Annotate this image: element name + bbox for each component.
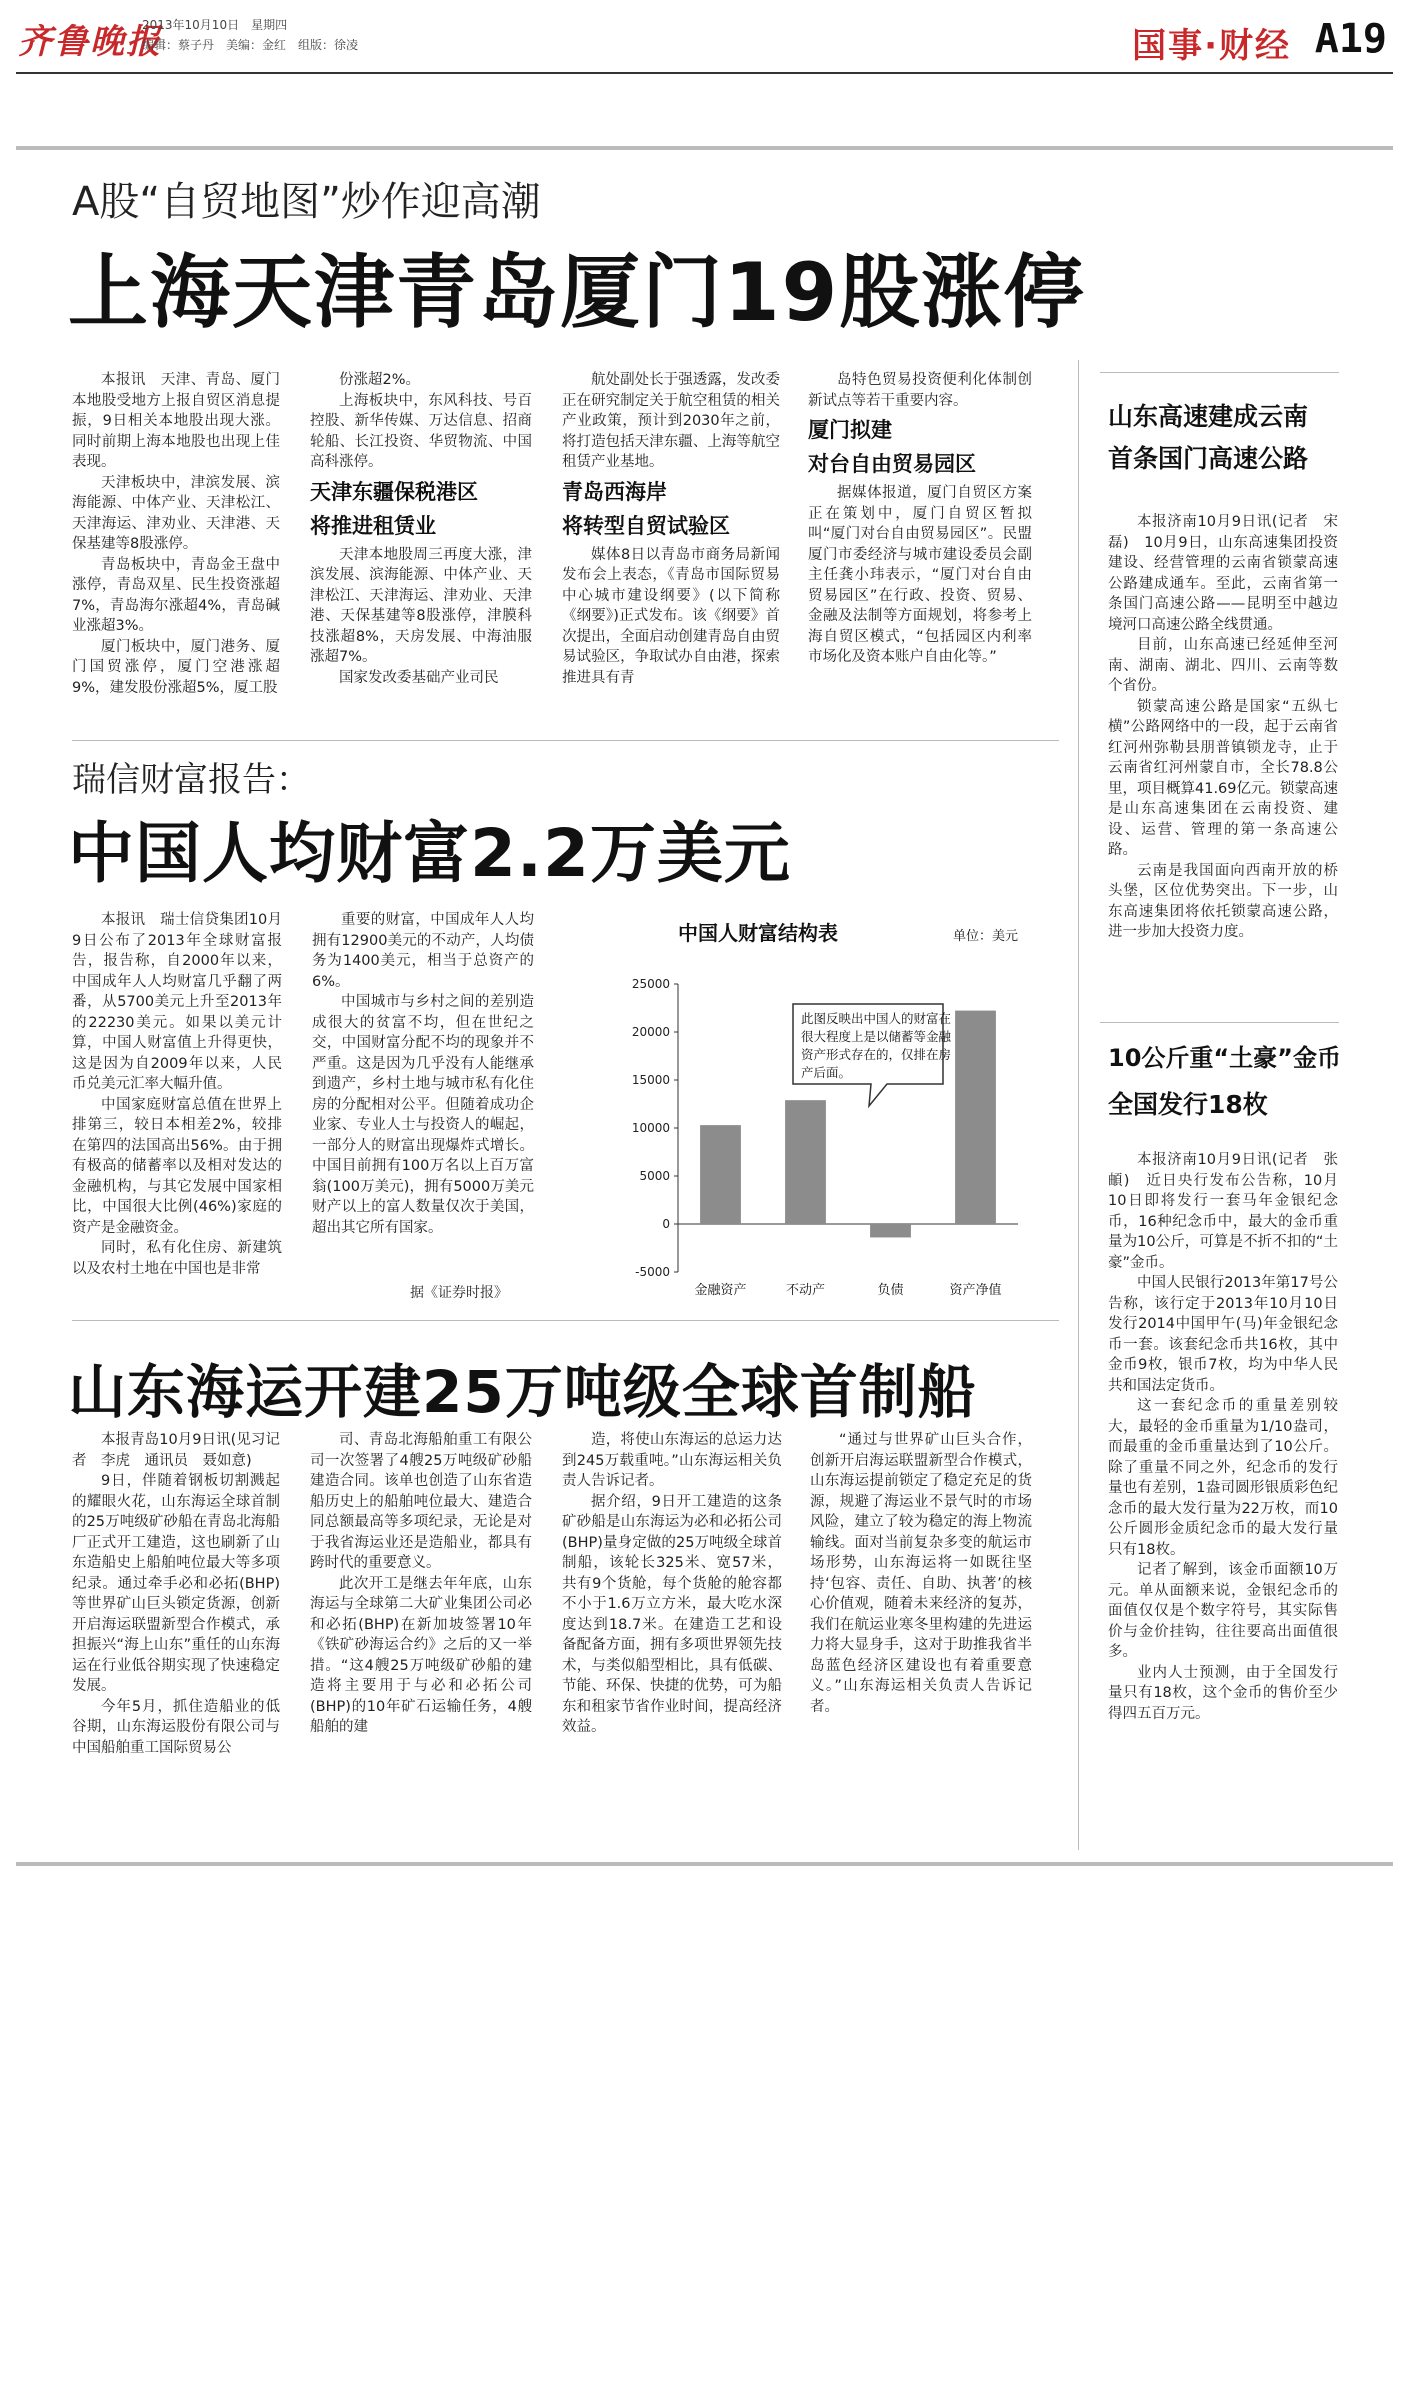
paragraph: 据媒体报道，厦门自贸区方案正在策划中，厦门自贸区暂拟叫“厦门对台自由贸易园区”。民盟厦门市委经济与城市建设委员会副主任龚小玮表示，“厦门对台自由贸易园区”在行政、投资、贸易、金融及法制等方面规划，将参考上海自贸区模式，“包括园区内利率市场化及资本账户自由化等。” [808, 485, 1032, 665]
story1-column-3 [562, 370, 780, 700]
paragraph: 重要的财富，中国成年人人均拥有12900美元的不动产，人均债务为1400美元，相当于总资产的6%。 [312, 912, 534, 990]
story2-source: 据《证券时报》 [410, 1285, 508, 1301]
paragraph: 中国人民银行2013年第17号公告称，该行定于2013年10月10日发行2014中国甲午(马)年金银纪念币一套。该套纪念币共16枚，其中金币9枚，银币7枚，均为中华人民共和国法定货币。 [1108, 1275, 1338, 1394]
paragraph: 云南是我国面向西南开放的桥头堡，区位优势突出。下一步，山东高速集团将依托锁蒙高速公路，进一步加大投资力度。 [1108, 862, 1338, 940]
bar-1 [700, 1125, 741, 1224]
paragraph: 本报讯 天津、青岛、厦门本地股受地方上报自贸区消息提振，9日相关本地股出现大涨。同时前期上海本地股也出现上佳表现。 [72, 372, 280, 470]
annotation-text: 产后面。 [801, 1065, 852, 1080]
story3-column-4 [810, 1430, 1032, 1820]
paragraph: 本报济南10月9日讯(记者 张頔) 近日央行发布公告称，10月10日即将发行一套马年金银纪念币，16种纪念币中，最大的金币重量为10公斤，可算是不折不扣的“土豪”金币。 [1108, 1152, 1338, 1271]
paragraph: 天津板块中，津滨发展、滨海能源、中体产业、天津松江、天津海运、津劝业、天津港、天保基建等8股涨停。 [72, 474, 280, 552]
paragraph: 同时，私有化住房、新建筑以及农村土地在中国也是非常 [72, 1240, 282, 1277]
paragraph: 本报讯 瑞士信贷集团10月9日公布了2013年全球财富报告，报告称，自2000年以来，中国成年人人均财富几乎翻了两番，从5700美元上升至2013年的22230美元。如果以美元计算，中国人财富值上升得更快，这是因为自2009年以来，人民币兑美元汇率大幅升值。 [72, 912, 282, 1092]
subheading: 厦门拟建 [808, 418, 892, 442]
masthead-rule [16, 72, 1393, 74]
sidebar-divider [1078, 360, 1079, 1850]
y-tick-label: 10000 [631, 1121, 670, 1135]
side2-title-line2: 全国发行18枚 [1108, 1090, 1268, 1119]
story1-column-4 [808, 370, 1032, 700]
annotation-text: 资产形式存在的，仅排在房 [801, 1047, 952, 1062]
side2-body [1108, 1150, 1338, 1820]
subheading: 将转型自贸试验区 [562, 513, 730, 538]
staff-credits: 编辑：蔡子丹 美编：金红 组版：徐凌 [142, 38, 359, 52]
paragraph: 媒体8日以青岛市商务局新闻发布会上表态，《青岛市国际贸易中心城市建设纲要》(以下简称《纲要》)正式发布。该《纲要》首次提出，全面启动创建青岛自由贸易试验区，争取试办自由港，探索推进具有青 [562, 546, 780, 686]
y-tick-label: 15000 [631, 1073, 670, 1087]
bottom-divider [16, 1862, 1393, 1866]
y-tick-label: 5000 [639, 1169, 670, 1183]
subheading: 天津东疆保税港区 [310, 479, 478, 504]
chart-canvas [578, 912, 1033, 1307]
story3-column-1 [72, 1430, 280, 1820]
paragraph: 记者了解到，该金币面额10万元。单从面额来说，金银纪念币的面值仅仅是个数字符号，其实际售价与金价挂钩，往往要高出面值很多。 [1108, 1562, 1338, 1660]
side2-title-line1: 10公斤重“土豪”金币 [1108, 1044, 1341, 1072]
story1-headline: 上海天津青岛厦门19股涨停 [68, 246, 1086, 339]
paragraph: 份涨超2%。 [339, 372, 421, 388]
subheading: 青岛西海岸 [562, 479, 667, 504]
subheading: 对台自由贸易园区 [808, 452, 976, 476]
story-divider [72, 1320, 1059, 1321]
sidebar-rule [1100, 1022, 1339, 1023]
newspaper-logo: 齐鲁晚报 [18, 22, 162, 62]
bar-3 [870, 1224, 911, 1237]
section-divider [16, 146, 1393, 150]
paragraph: 中国家庭财富总值在世界上排第三，较日本相差2%，较排在第四的法国高出56%。由于拥有极高的储蓄率以及相对发达的金融机构，与其它发展中国家相比，中国很大比例(46%)家庭的资产是金融资金。 [72, 1096, 282, 1236]
y-tick-label: -5000 [635, 1265, 670, 1279]
story2-headline: 中国人均财富2.2万美元 [68, 815, 791, 892]
annotation-text: 很大程度上是以储蓄等金融 [801, 1029, 952, 1044]
paragraph: 本报青岛10月9日讯(见习记者 李虎 通讯员 聂如意) [72, 1432, 280, 1469]
paragraph: 中国城市与乡村之间的差别造成很大的贫富不均，但在世纪之交，中国财富分配不均的现象并不严重。这是因为几乎没有人能继承到遗产，乡村土地与城市私有化住房的分配相对公平。但随着成功企业家、专业人士与投资人的崛起，一部分人的财富出现爆炸式增长。中国目前拥有100万名以上百万富翁(100万美元)，拥有5000万美元财产以上的富人数量仅次于美国，超出其它所有国家。 [312, 994, 534, 1236]
story2-kicker: 瑞信财富报告： [72, 760, 310, 800]
side1-title-line2: 首条国门高速公路 [1108, 444, 1309, 473]
wealth-chart [578, 912, 1033, 1307]
paragraph: 造，将使山东海运的总运力达到245万载重吨。”山东海运相关负责人告诉记者。 [562, 1432, 782, 1489]
story1-kicker: A股“自贸地图”炒作迎高潮 [72, 179, 541, 225]
story2-column-1 [72, 910, 282, 1300]
annotation-text: 此图反映出中国人的财富在 [801, 1011, 952, 1026]
x-tick-label: 负债 [877, 1283, 904, 1298]
story3-column-2 [310, 1430, 532, 1820]
paragraph: 9日，伴随着钢板切割溅起的耀眼火花，山东海运全球首制的25万吨级矿砂船在青岛北海船厂正式开工建造，这也刷新了山东造船史上船舶吨位最大等多项纪录。通过牵手必和必拓(BHP)等世界矿山巨头锁定货源，创新开启海运联盟新型合作模式，承担振兴“海上山东”重任的山东海运在行业低谷期实现了快速稳定发展。 [72, 1473, 280, 1694]
paragraph: 据介绍，9日开工建造的这条矿砂船是山东海运为必和必拓公司(BHP)量身定做的25万吨级全球首制船，该轮长325米、宽57米，共有9个货舱，每个货舱的舱容都不小于1.6万立方米，最大吃水深度达到18.7米。在建造工艺和设备配备方面，拥有多项世界领先技术，与类似船型相比，具有低碳、节能、环保、快捷的优势，可为船东和租家节省作业时间，提高经济效益。 [562, 1493, 782, 1735]
y-tick-label: 20000 [631, 1025, 670, 1039]
paragraph: 今年5月，抓住造船业的低谷期，山东海运股份有限公司与中国船舶重工国际贸易公 [72, 1698, 280, 1756]
paragraph: 国家发改委基础产业司民 [339, 669, 499, 686]
paragraph: “通过与世界矿山巨头合作，创新开启海运联盟新型合作模式，山东海运提前锁定了稳定充足的货源，规避了海运业不景气时的市场风险，建立了较为稳定的海上物流输线。面对当前复杂多变的航运市场形势，山东海运将一如既往坚持‘包容、责任、自助、执著’的核心价值观，随着未来经济的复苏，我们在航运业寒冬里构建的先进运力将大显身手，这对于助推我省半岛蓝色经济区建设也有着重要意义。”山东海运相关负责人告诉记者。 [810, 1432, 1032, 1715]
paragraph: 业内人士预测，由于全国发行量只有18枚，这个金币的售价至少得四五百万元。 [1108, 1664, 1338, 1722]
paragraph: 锁蒙高速公路是国家“五纵七横”公路网络中的一段，起于云南省红河州弥勒县朋普镇锁龙寺，止于云南省红河州蒙自市，全长78.8公里，项目概算41.69亿元。锁蒙高速是山东高速集团在云南投资、建设、运营、管理的第一条高速公路。 [1108, 698, 1338, 858]
paragraph: 上海板块中，东风科技、号百控股、新华传媒、万达信息、招商轮船、长江投资、华贸物流、中国高科涨停。 [310, 392, 532, 470]
paragraph: 目前，山东高速已经延伸至河南、湖南、湖北、四川、云南等数个省份。 [1108, 637, 1338, 694]
page-number: A19 [1314, 16, 1387, 62]
paragraph: 天津本地股周三再度大涨，津滨发展、滨海能源、中体产业、天津松江、天津海运、津劝业、天津港、天保基建等8股涨停，津膜科技涨超8%，天房发展、中海油服涨超7%。 [310, 546, 532, 665]
paragraph: 这一套纪念币的重量差别较大，最轻的金币重量为1/10盎司，而最重的金币重量达到了10公斤。除了重量不同之外，纪念币的发行量也有差别，1盎司圆形银质彩色纪念币的最大发行量为22万枚，而10公斤圆形金质纪念币的最大发行量只有18枚。 [1108, 1398, 1338, 1558]
subheading: 将推进租赁业 [310, 513, 436, 538]
chart-title: 中国人财富结构表 [678, 921, 838, 945]
section-title: 国事·财经 [1132, 26, 1291, 66]
x-tick-label: 资产净值 [949, 1283, 1002, 1298]
issue-date: 2013年10月10日 星期四 [142, 18, 288, 32]
paragraph: 此次开工是继去年年底，山东海运与全球第二大矿业集团公司必和必拓(BHP)在新加坡签署10年《铁矿砂海运合约》之后的又一举措。“这4艘25万吨级矿砂船的建造将主要用于与必和必拓公司(BHP)的10年矿石运输任务，4艘船舶的建 [310, 1575, 532, 1735]
sidebar-rule [1100, 372, 1339, 373]
story3-headline: 山东海运开建25万吨级全球首制船 [68, 1358, 977, 1426]
story3-column-3 [562, 1430, 782, 1820]
bar-4 [955, 1011, 996, 1224]
y-tick-label: 25000 [631, 977, 670, 991]
paragraph: 本报济南10月9日讯(记者 宋磊) 10月9日，山东高速集团投资建设、经营管理的云南省锁蒙高速公路建成通车。至此，云南省第一条国门高速公路——昆明至中越边境河口高速公路全线贯通。 [1108, 514, 1338, 633]
story1-column-2 [310, 370, 532, 700]
chart-unit-label: 单位：美元 [952, 929, 1018, 944]
paragraph: 青岛板块中，青岛金王盘中涨停，青岛双星、民生投资涨超7%，青岛海尔涨超4%，青岛碱业涨超3%。 [72, 556, 280, 634]
bar-2 [785, 1100, 826, 1224]
side1-title-line1: 山东高速建成云南 [1108, 402, 1309, 431]
story2-column-2 [312, 910, 534, 1300]
y-tick-label: 0 [662, 1217, 670, 1231]
paragraph: 司、青岛北海船舶重工有限公司一次签署了4艘25万吨级矿砂船建造合同。该单也创造了山东省造船历史上的船舶吨位最大、建造合同总额最高等多项纪录，无论是对于我省海运业还是造船业，都具有跨时代的重要意义。 [310, 1432, 532, 1571]
x-tick-label: 金融资产 [694, 1283, 747, 1298]
story1-column-1 [72, 370, 280, 700]
x-tick-label: 不动产 [785, 1283, 826, 1298]
story-divider [72, 740, 1059, 741]
paragraph: 航处副处长于强透露，发改委正在研究制定关于航空租赁的相关产业政策，预计到2030年之前，将打造包括天津东疆、上海等航空租赁产业基地。 [562, 372, 780, 470]
paragraph: 岛特色贸易投资便利化体制创新试点等若干重要内容。 [808, 372, 1032, 409]
side1-body [1108, 512, 1338, 997]
paragraph: 厦门板块中，厦门港务、厦门国贸涨停，厦门空港涨超9%，建发股份涨超5%，厦工股 [72, 638, 280, 696]
